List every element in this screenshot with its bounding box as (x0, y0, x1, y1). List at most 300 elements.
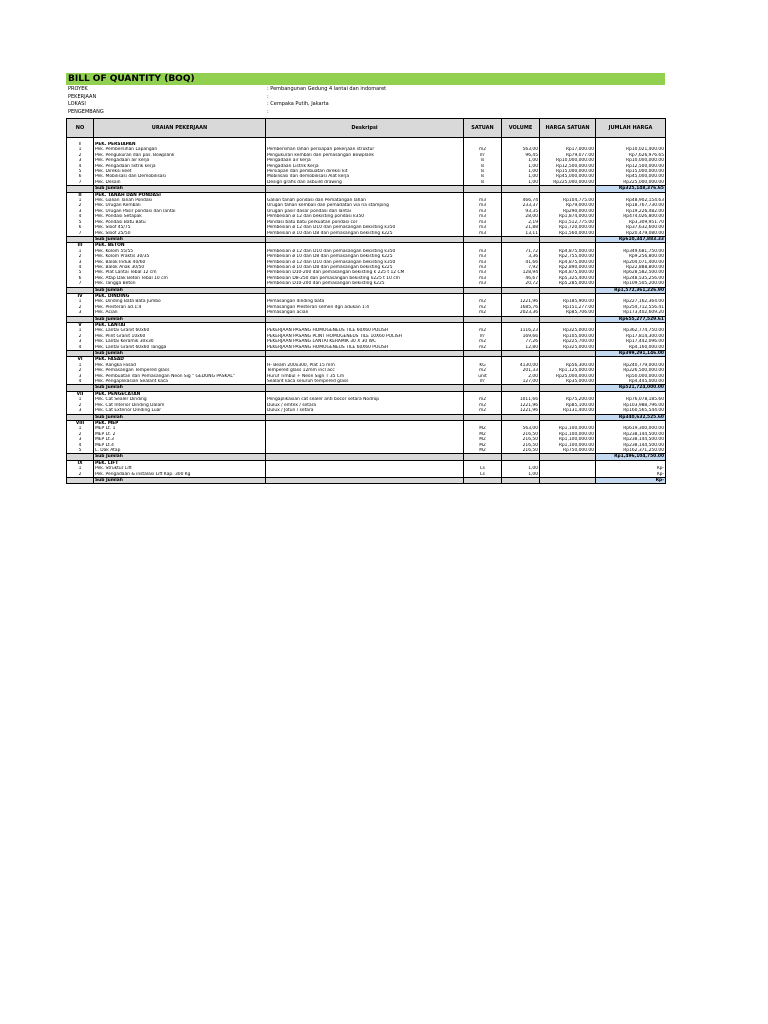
subtotal-label: Sub Jumlah (94, 414, 266, 420)
cell-uraian: Pek. Pengadaan & instalasi Lift Kap. 300 Kg (94, 472, 266, 478)
cell-uraian: Pek. Balok Induk 40/60 (94, 260, 266, 265)
subtotal-label: Sub Jumlah (94, 385, 266, 391)
cell-satuan: m3 (464, 260, 502, 265)
section-number: III (67, 243, 94, 249)
cell-no: 1 (67, 147, 94, 152)
cell-volume: 563,00 (502, 147, 540, 152)
cell-uraian: Pek. Sloof 25/50 (94, 231, 266, 237)
cell-volume: 216,50 (502, 432, 540, 437)
cell-jumlah-harga: Rp160,565,544.00 (596, 408, 666, 414)
cell-satuan: ls (464, 158, 502, 163)
cell-harga-satuan: Rp4,875,000.00 (540, 260, 596, 265)
cell-uraian: Pek. Mobilisasi dan Demobilisasi (94, 174, 266, 179)
cell-satuan: ls (464, 180, 502, 186)
cell-volume: 96,45 (502, 153, 540, 158)
cell-volume: 128,94 (502, 270, 540, 275)
subtotal-amount: Rp610,347,883.33 (596, 236, 666, 242)
meta-row (66, 109, 665, 117)
cell-volume: 201,33 (502, 368, 540, 373)
section-number: VIII (67, 420, 94, 426)
subtotal-label: Sub Jumlah (94, 477, 266, 483)
cell-harga-satuan: Rp105,000.00 (540, 334, 596, 339)
cell-satuan: M2 (464, 437, 502, 442)
cell-uraian: Pek. Tangga Beton (94, 281, 266, 287)
cell-satuan: M2 (464, 426, 502, 431)
cell-uraian: Pek. Pengadaan listrik kerja (94, 164, 266, 169)
cell-jumlah-harga: Rp474,026,800.00 (596, 214, 666, 219)
cell-deskripsi: Pembesian ø 12 dan D10 dan pemasangan bekisting k350 (266, 225, 464, 230)
cell-jumlah-harga: Rp238,144,500.00 (596, 432, 666, 437)
cell-no: 1 (67, 363, 94, 368)
cell-uraian: Pek. Pemasangan Tempered glass (94, 368, 266, 373)
cell-no: 4 (67, 345, 94, 351)
cell-no: 4 (67, 443, 94, 448)
cell-jumlah-harga: Rp238,144,500.00 (596, 437, 666, 442)
cell-satuan: m2 (464, 397, 502, 402)
cell-uraian: Pek. Plint Granit 10x60 (94, 334, 266, 339)
cell-harga-satuan: Rp151,277.00 (540, 305, 596, 310)
cell-deskripsi: Pembesian ø 12 dan bekisting pondasi k350 (266, 214, 464, 219)
cell-volume: 1221,96 (502, 403, 540, 408)
cell-uraian: Pek. Urugan Pasir pondasi dan lantai (94, 209, 266, 214)
cell-uraian: Pek. Struktur Lift (94, 466, 266, 471)
subtotal-row (67, 477, 666, 483)
subtotal-amount: Rp655,277,529.61 (596, 316, 666, 322)
boq-sheet (66, 73, 665, 484)
cell-satuan: m3 (464, 270, 502, 275)
cell-deskripsi: Pembesian D8-250 dan pemasangan bekisting k225 t 10 cm (266, 276, 464, 281)
cell-jumlah-harga: Rp619,300,000.00 (596, 426, 666, 431)
cell-no: 2 (67, 203, 94, 208)
cell-volume: 1,00 (502, 472, 540, 478)
cell-jumlah-harga: Rp76,078,185.60 (596, 397, 666, 402)
subtotal-label: Sub Jumlah (94, 351, 266, 357)
subtotal-label: Sub Jumlah (94, 316, 266, 322)
cell-no: 1 (67, 426, 94, 431)
cell-jumlah-harga: Rp48,902,154.63 (596, 198, 666, 203)
cell-deskripsi: Pemasangan acian (266, 310, 464, 316)
cell-uraian: Pek. Pembersihan Lapangan (94, 147, 266, 152)
cell-jumlah-harga: Rp103,988,796.00 (596, 403, 666, 408)
cell-deskripsi: Pembesian ø 12 dan D10 dan pemasangan bekisting k350 (266, 260, 464, 265)
cell-jumlah-harga: Rp4,445,000.00 (596, 379, 666, 385)
cell-satuan: m3 (464, 214, 502, 219)
cell-jumlah-harga: Rp4,160,000.00 (596, 345, 666, 351)
cell-volume: 1,00 (502, 169, 540, 174)
cell-satuan: m2 (464, 408, 502, 414)
cell-deskripsi: Urugan tahan kembali dan pemadatan via ria stamping (266, 203, 464, 208)
cell-satuan: m3 (464, 265, 502, 270)
cell-deskripsi: Pembesian ø 10 dan D8 dan pemasangan bekisting k225 (266, 254, 464, 259)
section-name: PEK. PERSIAPAN (94, 142, 266, 147)
cell-satuan: Ls (464, 466, 502, 471)
cell-no: 3 (67, 209, 94, 214)
cell-uraian: Pek. Cat Interior Dinding Dalam (94, 403, 266, 408)
cell-no: 2 (67, 153, 94, 158)
cell-volume: 1221,96 (502, 299, 540, 304)
section-number: V (67, 323, 94, 329)
col-header-deskripsi: Deskripsi (266, 119, 464, 138)
cell-harga-satuan: Rp35,000.00 (540, 379, 596, 385)
cell-jumlah-harga: Rp10,000,000.00 (596, 158, 666, 163)
subtotal-amount: Rp521,724,000.00 (596, 385, 666, 391)
col-header-uraian: URAIAN PEKERJAAN (94, 119, 266, 138)
cell-deskripsi: Dulux / Jotun / setara (266, 408, 464, 414)
cell-satuan: m3 (464, 276, 502, 281)
table-row (67, 270, 666, 275)
cell-jumlah-harga: Rp227,162,364.00 (596, 299, 666, 304)
cell-no: 1 (67, 466, 94, 471)
cell-no: 5 (67, 169, 94, 174)
cell-deskripsi: Pembesian D10-200 dan pemasangan bekisting k225 (266, 281, 464, 287)
cell-deskripsi: Dulux / emtex / setara (266, 403, 464, 408)
cell-uraian: Pek. Urugan Kembali (94, 203, 266, 208)
cell-satuan: m2 (464, 328, 502, 333)
cell-deskripsi: Pembesian ø 10 dan D8 dan pemasangan bekisting k225 (266, 231, 464, 237)
cell-volume: 21,88 (502, 225, 540, 230)
cell-satuan: m2 (464, 305, 502, 310)
cell-satuan: m3 (464, 209, 502, 214)
cell-volume: 1,00 (502, 174, 540, 179)
subtotal-amount: Rp340,632,525.60 (596, 414, 666, 420)
cell-uraian: Pek. Pondasi Setapak (94, 214, 266, 219)
cell-no: 6 (67, 225, 94, 230)
cell-uraian: Pek. Cat Sealer Dinding (94, 397, 266, 402)
cell-volume: 1,00 (502, 180, 540, 186)
empty-cell (67, 477, 94, 483)
cell-uraian: Pek. Acian (94, 310, 266, 316)
cell-satuan: m' (464, 379, 502, 385)
cell-deskripsi: Sealant kaca seluruh tempered glass (266, 379, 464, 385)
cell-uraian: MEP Lt. 1 (94, 426, 266, 431)
meta-key: PEKERJAAN (68, 93, 97, 100)
cell-harga-satuan: Rp1,125,000.00 (540, 368, 596, 373)
cell-jumlah-harga: Rp238,144,500.00 (596, 443, 666, 448)
table-row (67, 345, 666, 351)
col-header-no: NO (67, 119, 94, 138)
cell-satuan: m' (464, 334, 502, 339)
cell-volume: 77,26 (502, 339, 540, 344)
cell-harga-satuan: Rp225,700.00 (540, 339, 596, 344)
section-number: VII (67, 391, 94, 397)
cell-volume: 1685,76 (502, 305, 540, 310)
cell-no: 7 (67, 180, 94, 186)
cell-satuan: Ls (464, 472, 502, 478)
cell-deskripsi: Pembesian D10-200 dan pemasangan bekisting k 225 t 12 CM (266, 270, 464, 275)
cell-uraian: Pek. Atap Dak Beton Tebal 10 cm (94, 276, 266, 281)
cell-harga-satuan: Rp1,512,775.00 (540, 220, 596, 225)
cell-no: 2 (67, 305, 94, 310)
cell-deskripsi: Pengadaan Listrik Kerja (266, 164, 464, 169)
cell-no: 7 (67, 281, 94, 287)
cell-jumlah-harga: Rp17,442,096.00 (596, 339, 666, 344)
cell-uraian: L. Dak Atap (94, 448, 266, 454)
cell-jumlah-harga: Rp37,632,600.00 (596, 225, 666, 230)
empty-cell (502, 477, 540, 483)
meta-row (66, 94, 665, 102)
cell-satuan: M2 (464, 432, 502, 437)
cell-satuan: m3 (464, 203, 502, 208)
cell-no: 2 (67, 254, 94, 259)
cell-no: 1 (67, 249, 94, 254)
cell-jumlah-harga: Rp50,000,000.00 (596, 374, 666, 379)
cell-harga-satuan: Rp1,874,000.00 (540, 214, 596, 219)
cell-volume: 1,00 (502, 164, 540, 169)
cell-jumlah-harga: Rp362,774,750.00 (596, 328, 666, 333)
cell-harga-satuan: Rp5,285,000.00 (540, 281, 596, 287)
section-number: IX (67, 460, 94, 466)
cell-harga-satuan: Rp85,706.00 (540, 310, 596, 316)
cell-uraian: Pek. Lantai Granit 60x60 Tangga (94, 345, 266, 351)
cell-satuan: M2 (464, 448, 502, 454)
cell-uraian: MEP Lt. 2 (94, 432, 266, 437)
cell-volume: 71,72 (502, 249, 540, 254)
cell-jumlah-harga: Rp248,535,256.00 (596, 276, 666, 281)
cell-satuan: m3 (464, 225, 502, 230)
cell-harga-satuan: Rp1,100,000.00 (540, 443, 596, 448)
cell-harga-satuan: Rp325,000.00 (540, 328, 596, 333)
cell-jumlah-harga: Rp20,479,080.00 (596, 231, 666, 237)
cell-volume: 216,50 (502, 448, 540, 454)
cell-uraian: Pek. Kolom Praktis 30/35 (94, 254, 266, 259)
cell-harga-satuan: Rp45,000,000.00 (540, 174, 596, 179)
cell-uraian: Pek. Rangka Fasad (94, 363, 266, 368)
cell-jumlah-harga: Rp- (596, 466, 666, 471)
cell-deskripsi: Galian tanah pondasi dan Pematangan lahan (266, 198, 464, 203)
subtotal-label: Sub Jumlah (94, 287, 266, 293)
cell-no: 3 (67, 158, 94, 163)
meta-value: : Pembangunan Gedung 4 lantai dan indomaret (267, 86, 387, 92)
cell-jumlah-harga: Rp226,500,000.00 (596, 368, 666, 373)
cell-jumlah-harga: Rp109,505,200.00 (596, 281, 666, 287)
cell-volume: 233,37 (502, 203, 540, 208)
cell-volume: 1011,66 (502, 397, 540, 402)
cell-uraian: Pek. Direksi keet (94, 169, 266, 174)
cell-volume: 93,35 (502, 209, 540, 214)
section-name: PEK. BETON (94, 243, 266, 249)
cell-deskripsi: H- Beam 200x300, Plat 15 mm (266, 363, 464, 368)
cell-no: 4 (67, 214, 94, 219)
cell-volume: 4130,00 (502, 363, 540, 368)
cell-satuan: m3 (464, 220, 502, 225)
cell-jumlah-harga: Rp12,500,000.00 (596, 164, 666, 169)
cell-jumlah-harga: Rp349,681,750.00 (596, 249, 666, 254)
col-header-volume: VOLUME (502, 119, 540, 138)
subtotal-label: Sub Jumlah (94, 454, 266, 460)
meta-value: : (267, 93, 269, 100)
cell-volume: 1221,96 (502, 408, 540, 414)
cell-no: 6 (67, 174, 94, 179)
cell-volume: 1116,23 (502, 328, 540, 333)
cell-no: 3 (67, 339, 94, 344)
table-header-row (67, 119, 666, 138)
section-name: PEK. FASAD (94, 357, 266, 363)
empty-cell (540, 477, 596, 483)
cell-no: 1 (67, 397, 94, 402)
cell-deskripsi: Pembersihan lahan persiapan pekerjaan struktur (266, 147, 464, 152)
cell-jumlah-harga: Rp240,779,000.00 (596, 363, 666, 368)
cell-harga-satuan: Rp25,000,000.00 (540, 374, 596, 379)
cell-satuan: m3 (464, 198, 502, 203)
cell-jumlah-harga: Rp15,000,000.00 (596, 169, 666, 174)
cell-satuan: KG (464, 363, 502, 368)
cell-deskripsi: Pembesian ø 12 dan D10 dan pemasangan bekisting k350 (266, 249, 464, 254)
cell-satuan: m2 (464, 345, 502, 351)
subtotal-label: Sub Jumlah (94, 236, 266, 242)
cell-harga-satuan: Rp1,720,000.00 (540, 225, 596, 230)
cell-volume: 563,00 (502, 426, 540, 431)
section-number: I (67, 142, 94, 147)
meta-value: : (267, 108, 269, 115)
cell-harga-satuan: Rp17,000.00 (540, 147, 596, 152)
cell-uraian: Pek. Pembuatan dan Pemasangan Neon Sig " GEDUNG PASKAL" (94, 374, 266, 379)
cell-harga-satuan: Rp85,100.00 (540, 403, 596, 408)
section-number: II (67, 192, 94, 198)
cell-uraian: Pek. Sloof 45/75 (94, 225, 266, 230)
col-header-harga-satuan: HARGA SATUAN (540, 119, 596, 138)
cell-jumlah-harga: Rp628,582,500.00 (596, 270, 666, 275)
cell-deskripsi: PEKERJAAN PASANG HOMOGENEUS TILE 60X60 POLISH (266, 345, 464, 351)
subtotal-amount: Rp1,496,104,750.00 (596, 454, 666, 460)
cell-uraian: Pek. Pondasi Batu Batu (94, 220, 266, 225)
cell-harga-satuan: Rp1,100,000.00 (540, 432, 596, 437)
cell-jumlah-harga: Rp225,000,000.00 (596, 180, 666, 186)
cell-volume: 2,19 (502, 220, 540, 225)
cell-no: 1 (67, 198, 94, 203)
cell-satuan: m2 (464, 368, 502, 373)
cell-uraian: Pek. Lantai Granit 60x60 (94, 328, 266, 333)
cell-satuan: m3 (464, 281, 502, 287)
cell-deskripsi: Pemasangan Plesteran semen dgn adukan 1:4 (266, 305, 464, 310)
cell-satuan: m2 (464, 147, 502, 152)
meta-key: PROYEK (68, 86, 88, 92)
subtotal-amount: Rp- (596, 477, 666, 483)
table-body (67, 138, 666, 484)
cell-satuan: ls (464, 164, 502, 169)
cell-volume: 46,67 (502, 276, 540, 281)
meta-row (66, 101, 665, 109)
cell-satuan: m2 (464, 299, 502, 304)
subtotal-label: Sub Jumlah (94, 186, 266, 192)
section-name: PEK. PENGECATAN (94, 391, 266, 397)
section-name: PEK. LIFT (94, 460, 266, 466)
col-header-jumlah-harga: JUMLAH HARGA (596, 119, 666, 138)
cell-deskripsi: PEKERJAAN PASANG HOMOGENEUS TILE 60X60 POLISH (266, 328, 464, 333)
cell-no: 3 (67, 374, 94, 379)
cell-no: 3 (67, 437, 94, 442)
cell-harga-satuan: Rp1,100,000.00 (540, 437, 596, 442)
project-meta (66, 86, 665, 116)
cell-no: 3 (67, 408, 94, 414)
col-header-satuan: SATUAN (464, 119, 502, 138)
cell-harga-satuan: Rp79,077.00 (540, 153, 596, 158)
cell-satuan: unit (464, 374, 502, 379)
cell-deskripsi: Pengadaan air kerja (266, 158, 464, 163)
cell-harga-satuan: Rp2,755,000.00 (540, 254, 596, 259)
cell-no: 5 (67, 270, 94, 275)
cell-harga-satuan: Rp750,000.00 (540, 448, 596, 454)
cell-uraian: Pek. Galian Tanah Pondasi (94, 198, 266, 203)
cell-jumlah-harga: Rp17,814,300.00 (596, 334, 666, 339)
cell-uraian: Pek. Pengaplikasian Sealant kaca (94, 379, 266, 385)
cell-deskripsi: Design grafis dan asbuild drawing (266, 180, 464, 186)
cell-uraian: Pek. Cat Exterior Dinding Luar (94, 408, 266, 414)
cell-uraian: Pek. Desain (94, 180, 266, 186)
cell-no: 4 (67, 379, 94, 385)
cell-uraian: Pek. Pengadaan air kerja (94, 158, 266, 163)
cell-deskripsi: Pengukuran kembali dan pemasangan Bowplank (266, 153, 464, 158)
cell-volume: 12,80 (502, 345, 540, 351)
cell-no: 5 (67, 448, 94, 454)
cell-no: 6 (67, 276, 94, 281)
meta-key: LOKASI (68, 101, 86, 107)
cell-uraian: Pek. Lantai Keramik 30x30 (94, 339, 266, 344)
cell-no: 3 (67, 310, 94, 316)
boq-table (66, 118, 666, 484)
section-name: PEK. DINDING (94, 293, 266, 299)
cell-harga-satuan: Rp1,560,000.00 (540, 231, 596, 237)
cell-volume: 7,92 (502, 265, 540, 270)
cell-no: 2 (67, 403, 94, 408)
cell-uraian: Pek. Balok Anak 30/50 (94, 265, 266, 270)
cell-volume: 169,66 (502, 334, 540, 339)
cell-volume: 466,74 (502, 198, 540, 203)
meta-key: PENGEMBANG (68, 108, 104, 115)
cell-satuan: m3 (464, 254, 502, 259)
cell-no: 1 (67, 328, 94, 333)
cell-harga-satuan: Rp131,400.00 (540, 408, 596, 414)
cell-volume: 216,50 (502, 437, 540, 442)
meta-row (66, 86, 665, 94)
cell-volume: 2,00 (502, 374, 540, 379)
cell-volume: 3,36 (502, 254, 540, 259)
cell-harga-satuan: Rp75,200.00 (540, 397, 596, 402)
cell-jumlah-harga: Rp204,071,400.00 (596, 260, 666, 265)
cell-jumlah-harga: Rp45,000,000.00 (596, 174, 666, 179)
cell-harga-satuan: Rp290,000.00 (540, 209, 596, 214)
cell-satuan: m3 (464, 249, 502, 254)
cell-volume: 1,00 (502, 466, 540, 471)
meta-value: : Cempaka Putih, Jakarta (267, 101, 329, 107)
cell-harga-satuan: Rp185,900.00 (540, 299, 596, 304)
cell-deskripsi: Mobilisasi dan demobilisasi Alat kerja (266, 174, 464, 179)
cell-deskripsi: Pengaplikasian cat sealer anti bocor setara Nodrop (266, 397, 464, 402)
cell-harga-satuan: Rp12,500,000.00 (540, 164, 596, 169)
cell-jumlah-harga: Rp9,256,800.00 (596, 254, 666, 259)
cell-deskripsi: Huruf Timbul + Neon Sign T 35 Cm (266, 374, 464, 379)
cell-deskripsi: Urugan pasir dasar pondasi dan lantai (266, 209, 464, 214)
cell-deskripsi: Pembesian ø 10 dan D8 dan pemasangan bekisting k225 (266, 265, 464, 270)
cell-no: 2 (67, 432, 94, 437)
cell-harga-satuan: Rp2,890,000.00 (540, 265, 596, 270)
cell-no: 2 (67, 368, 94, 373)
cell-harga-satuan: Rp1,100,000.00 (540, 426, 596, 431)
document-title: BILL OF QUANTITY (BOQ) (66, 73, 665, 85)
cell-harga-satuan: Rp5,325,400.00 (540, 276, 596, 281)
cell-satuan: ls (464, 174, 502, 179)
cell-harga-satuan: Rp225,000,000.00 (540, 180, 596, 186)
cell-harga-satuan: Rp4,875,000.00 (540, 270, 596, 275)
cell-volume: 216,50 (502, 443, 540, 448)
section-number: IV (67, 293, 94, 299)
cell-deskripsi: Tempered glass 12mm incl acc (266, 368, 464, 373)
cell-deskripsi: Pemasangan dinding bata (266, 299, 464, 304)
cell-jumlah-harga: Rp3,309,951.70 (596, 220, 666, 225)
cell-uraian: Pek. Dinding Bata Bata Jumbo (94, 299, 266, 304)
cell-deskripsi: Pondasi batu batu perkuatan pondasi cor (266, 220, 464, 225)
section-name: PEK. LANTAI (94, 323, 266, 329)
cell-volume: 28,00 (502, 214, 540, 219)
